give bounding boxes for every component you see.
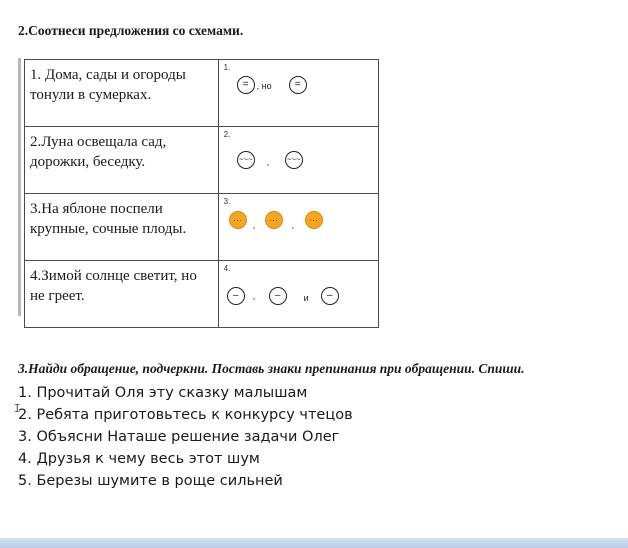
scheme-number: 4. [223,264,231,273]
attribute-circle-icon: ··· [265,211,283,229]
attribute-circle-icon: ··· [229,211,247,229]
scheme-cell [218,194,378,261]
table-shadow [18,58,21,316]
list-item: 3. Объясни Наташе решение задачи Олег [18,429,340,445]
table-row [25,60,379,127]
list-item: 2. Ребята приготовьтесь к конкурсу чтецов [18,407,353,423]
scheme-connector: , [252,220,256,230]
exercise-list [18,382,353,492]
scheme-cell [218,261,378,328]
scheme-connector: , [266,157,270,167]
list-item: 4. Друзья к чему весь этот шум [18,451,260,467]
table-row [25,127,379,194]
object-circle-icon: ~~~ [285,151,303,169]
list-item: 1. Прочитай Оля эту сказку малышам [18,385,308,401]
sentence-cell: 1. Дома, сады и огороды тонули в сумерках. [25,60,219,127]
text-cursor-icon: I [14,402,21,415]
list-item: 5. Березы шумите в роще сильней [18,473,283,489]
scheme-cell [218,127,378,194]
table-row [25,194,379,261]
task-title-matching: 2.Соотнеси предложения со схемами. [18,23,244,38]
subject-circle-icon: = [237,76,255,94]
scheme-cell [218,60,378,127]
sentence-cell: 3.На яблоне поспели крупные, сочные плоды. [25,194,219,261]
predicate-circle-icon: – [269,287,287,305]
scheme-connector: , [291,220,295,230]
attribute-circle-icon: ··· [305,211,323,229]
table-row [25,261,379,328]
scheme-connector: и [303,293,309,303]
scheme-connector: , [252,291,256,301]
scheme-number: 2. [223,130,231,139]
scheme-number: 1. [223,63,231,72]
predicate-circle-icon: – [227,287,245,305]
predicate-circle-icon: – [321,287,339,305]
task-title-address: 3.Найди обращение, подчеркни. Поставь знаки препинания при обращении. Спиши. [18,361,525,376]
subject-circle-icon: = [289,76,307,94]
scheme-connector: , но [256,81,272,91]
scheme-number: 3. [223,197,231,206]
window-bottom-bar [0,538,628,548]
matching-table [24,59,379,328]
sentence-cell: 4.Зимой солнце светит, но не греет. [25,261,219,328]
object-circle-icon: ~~~ [237,151,255,169]
sentence-cell: 2.Луна освещала сад, дорожки, беседку. [25,127,219,194]
